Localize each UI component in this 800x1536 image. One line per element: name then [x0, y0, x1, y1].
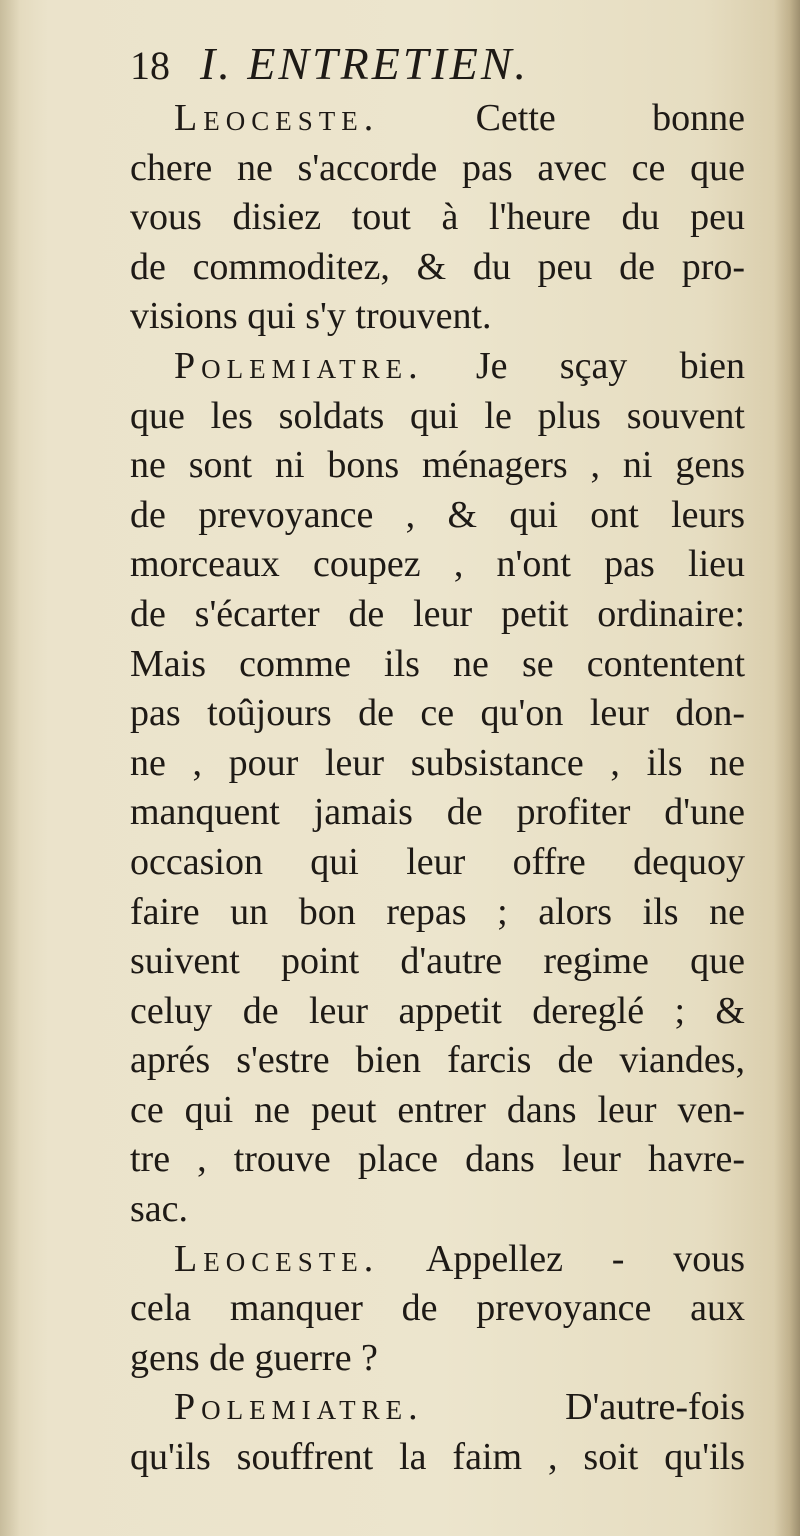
text-line	[130, 540, 745, 590]
text-line	[130, 441, 745, 491]
line-text: vous disiez tout à l'heure du peu	[130, 196, 745, 239]
page-left-shadow	[0, 0, 20, 1536]
line-text: pas toûjours de ce qu'on leur don-	[130, 692, 745, 735]
text-line	[130, 1334, 745, 1384]
speaker-name: Leoceste.	[174, 97, 380, 139]
line-text: Mais comme ils ne se contentent	[130, 642, 745, 685]
line-text: qu'ils souffrent la faim , soit qu'ils	[130, 1436, 745, 1479]
text-line	[130, 888, 745, 938]
text-line	[130, 689, 745, 739]
line-text: occasion qui leur offre dequoy	[130, 840, 745, 883]
text-line	[130, 640, 745, 690]
text-line	[130, 1036, 745, 1086]
line-text: manquent jamais de profiter d'une	[130, 791, 745, 834]
text-line	[130, 144, 745, 194]
text-line	[130, 342, 745, 392]
text-line	[130, 987, 745, 1037]
text-line	[130, 1235, 745, 1285]
line-text: celuy de leur appetit dereglé ; &	[130, 989, 745, 1032]
line-text: Appellez - vous	[379, 1237, 745, 1280]
line-text: de prevoyance , & qui ont leurs	[130, 493, 745, 536]
text-line	[130, 1433, 745, 1483]
body-text	[130, 94, 745, 1483]
text-line	[130, 392, 745, 442]
line-text: suivent point d'autre regime que	[130, 940, 745, 983]
line-text: Je sçay bien	[423, 344, 745, 387]
line-text: D'autre-fois	[423, 1386, 745, 1429]
line-text: de commoditez, & du peu de pro-	[130, 245, 745, 288]
speaker-name: Polemiatre.	[174, 1386, 424, 1429]
page-number: 18	[130, 43, 170, 88]
running-head-title: I. ENTRETIEN.	[200, 38, 530, 89]
line-text: visions qui s'y trouvent.	[130, 295, 492, 338]
line-text: ne , pour leur subsistance , ils ne	[130, 741, 745, 784]
text-line	[130, 1135, 745, 1185]
line-text: de s'écarter de leur petit ordinaire:	[130, 592, 745, 635]
line-text: cela manquer de prevoyance aux	[130, 1287, 745, 1330]
speaker-name: Polemiatre.	[174, 344, 424, 387]
text-line	[130, 739, 745, 789]
text-line	[130, 1086, 745, 1136]
line-text: aprés s'estre bien farcis de viandes,	[130, 1039, 745, 1082]
line-text: ne sont ni bons ménagers , ni gens	[130, 444, 745, 487]
page-edge-shadow	[774, 0, 800, 1536]
line-text: ce qui ne peut entrer dans leur ven-	[130, 1088, 745, 1131]
text-line	[130, 1383, 745, 1433]
text-line	[130, 193, 745, 243]
line-text: morceaux coupez , n'ont pas lieu	[130, 543, 745, 586]
text-line	[130, 788, 745, 838]
line-text: que les soldats qui le plus souvent	[130, 394, 745, 437]
line-text: chere ne s'accorde pas avec ce que	[130, 146, 745, 189]
line-text: sac.	[130, 1188, 189, 1231]
text-line	[130, 243, 745, 293]
text-line	[130, 937, 745, 987]
line-text: tre , trouve place dans leur havre-	[130, 1138, 745, 1181]
speaker-name: Leoceste.	[174, 1237, 380, 1280]
text-line	[130, 292, 745, 342]
text-line	[130, 838, 745, 888]
line-text: faire un bon repas ; alors ils ne	[130, 890, 745, 933]
text-line	[130, 94, 745, 144]
text-line	[130, 491, 745, 541]
text-line	[130, 1185, 745, 1235]
line-text: gens de guerre ?	[130, 1336, 378, 1379]
running-head	[130, 34, 750, 94]
line-text: Cette bonne	[379, 97, 745, 139]
text-line	[130, 1284, 745, 1334]
text-line	[130, 590, 745, 640]
